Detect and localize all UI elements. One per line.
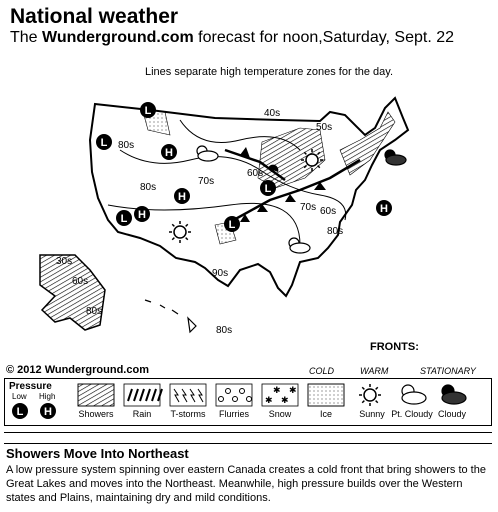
fronts-title: FRONTS: xyxy=(370,341,419,353)
weather-map xyxy=(0,84,498,344)
ice-icon xyxy=(308,384,344,406)
pt-cloudy-icon xyxy=(402,385,426,404)
temperature-label: 50s xyxy=(316,122,333,133)
front-label-stationary: STATIONARY xyxy=(420,366,476,376)
temperature-label: 60s xyxy=(320,206,337,217)
temperature-label: 80s xyxy=(118,140,135,151)
high-pressure-icon xyxy=(161,144,177,160)
temperature-label: 80s xyxy=(86,306,103,317)
svg-text:✱: ✱ xyxy=(273,386,281,396)
hawaii-outline xyxy=(145,300,196,332)
high-pressure-icon xyxy=(134,206,150,222)
high-pressure-icon xyxy=(376,200,392,216)
temperature-label: 80s xyxy=(140,182,157,193)
svg-text:H: H xyxy=(138,209,146,221)
story-body: A low pressure system spinning over eastern Canada creates a cold front that bring showers to the Great Lakes and moves into the Northeast. Meanwhile, high pressure builds over the Western states and Plains, maintaining dry and mild conditions. xyxy=(6,464,486,504)
legend-label: Ice xyxy=(319,409,332,419)
low-label: Low xyxy=(12,392,27,401)
alaska-outline xyxy=(40,255,105,330)
pressure-title: Pressure xyxy=(9,381,52,392)
page-title: National weather xyxy=(10,5,179,28)
legend-label: Cloudy xyxy=(437,409,466,419)
temperature-label: 40s xyxy=(264,108,281,119)
snow-icon xyxy=(262,384,298,406)
low-pressure-icon xyxy=(224,216,240,232)
legend-swatches xyxy=(72,381,492,411)
t-storms-icon xyxy=(170,384,206,406)
front-label-cold: COLD xyxy=(309,366,335,376)
low-pressure-icon xyxy=(116,210,132,226)
svg-text:H: H xyxy=(178,191,186,203)
temperature-label: 70s xyxy=(300,202,317,213)
svg-text:✱: ✱ xyxy=(265,396,273,406)
rain-icon xyxy=(124,384,162,406)
pressure-legend-icons xyxy=(8,400,68,422)
temperature-label: 60s xyxy=(247,168,264,179)
svg-text:L: L xyxy=(264,183,272,195)
story-headline: Showers Move Into Northeast xyxy=(6,446,189,461)
svg-text:L: L xyxy=(100,137,108,149)
svg-text:L: L xyxy=(144,105,152,117)
low-pressure-icon xyxy=(260,180,276,196)
temperature-label: 80s xyxy=(327,226,344,237)
low-pressure-icon xyxy=(140,102,156,118)
legend-label: Rain xyxy=(132,409,152,419)
legend-label: Flurries xyxy=(218,409,249,419)
subtitle-pre: The xyxy=(10,29,43,46)
temperature-label: 30s xyxy=(56,256,73,267)
svg-text:✱: ✱ xyxy=(281,396,289,406)
divider xyxy=(4,432,492,433)
subtitle-post: forecast for noon,Saturday, Sept. 22 xyxy=(193,29,455,46)
high-pressure-icon xyxy=(174,188,190,204)
us-outline xyxy=(90,98,408,296)
temperature-label: 70s xyxy=(198,176,215,187)
temperature-label: 80s xyxy=(216,325,233,336)
low-pressure-icon xyxy=(96,134,112,150)
page-subtitle xyxy=(10,29,454,47)
temperature-label: 60s xyxy=(72,276,89,287)
legend-label: T-storms xyxy=(170,409,206,419)
svg-text:L: L xyxy=(228,219,236,231)
legend-label: Showers xyxy=(78,409,114,419)
legend-label: Sunny xyxy=(359,409,385,419)
svg-text:H: H xyxy=(380,203,388,215)
svg-text:L: L xyxy=(120,213,128,225)
svg-text:H: H xyxy=(165,147,173,159)
temperature-label: 90s xyxy=(212,268,229,279)
cloudy-icon xyxy=(385,150,406,165)
sunny-icon xyxy=(359,384,381,406)
flurries-icon xyxy=(216,384,252,406)
legend-label: Pt. Cloudy xyxy=(391,409,433,419)
subtitle-brand: Wunderground.com xyxy=(42,29,194,46)
svg-text:H: H xyxy=(44,406,52,418)
cloudy-icon xyxy=(442,385,466,404)
high-label: High xyxy=(39,392,56,401)
showers-icon xyxy=(78,384,114,406)
map-note: Lines separate high temperature zones for the day. xyxy=(144,66,394,78)
svg-text:L: L xyxy=(16,406,24,418)
front-label-warm: WARM xyxy=(360,366,389,376)
legend-label: Snow xyxy=(268,409,292,419)
copyright: © 2012 Wunderground.com xyxy=(6,364,149,376)
svg-text:✱: ✱ xyxy=(289,386,297,396)
